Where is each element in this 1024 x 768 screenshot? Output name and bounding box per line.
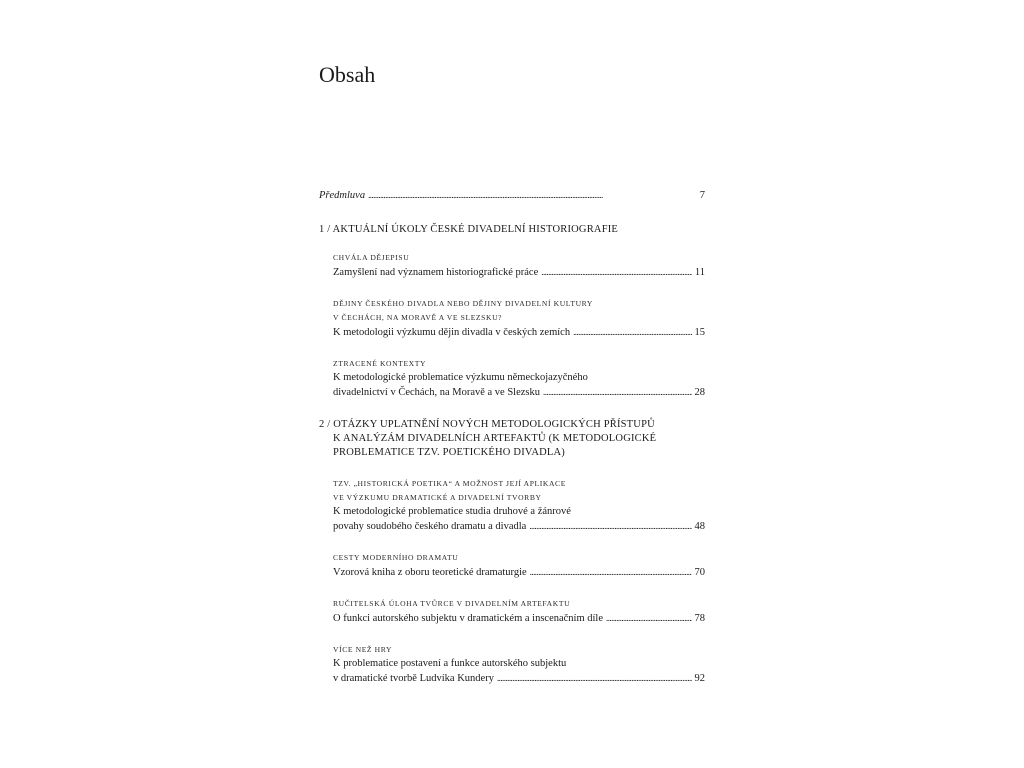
section-heading-line: 2 / OTÁZKY UPLATNĚNÍ NOVÝCH METODOLOGICKÝCH PŘÍSTUPŮ (319, 419, 655, 430)
toc-entry-row (333, 325, 705, 340)
toc-preface-entry[interactable] (319, 188, 705, 203)
toc-entry-row (333, 265, 705, 280)
toc-entry-kicker: DĚJINY ČESKÉHO DIVADLA NEBO DĚJINY DIVADELNÍ KULTURY (333, 299, 593, 308)
dot-leader (530, 565, 692, 580)
toc-entry-kicker: CHVÁLA DĚJEPISU (333, 253, 410, 262)
toc-entry-kicker: ZTRACENÉ KONTEXTY (333, 359, 427, 368)
toc-entry-title: divadelnictví v Čechách, na Moravě a ve Slezsku (333, 387, 541, 398)
toc-entry-kicker: VE VÝZKUMU DRAMATICKÉ A DIVADELNÍ TVORBY (333, 493, 542, 502)
toc-entry-kicker: V ČECHÁCH, NA MORAVĚ A VE SLEZSKU? (333, 313, 503, 322)
toc-page-number: 70 (694, 567, 705, 578)
toc-section (319, 223, 705, 400)
page-title: Obsah (319, 62, 376, 87)
toc-entry-title: povahy soudobého českého dramatu a divadla (333, 521, 527, 532)
toc-entry-row (333, 565, 705, 580)
dot-leader (573, 325, 691, 340)
toc-page-number: 78 (694, 613, 705, 624)
toc-entry-title-line: K metodologické problematice výzkumu německojazyčného (333, 372, 588, 383)
toc-entry-title: Zamyšlení nad významem historiografické práce (333, 267, 539, 278)
toc-page-number: 11 (694, 267, 705, 278)
dot-leader (529, 519, 691, 534)
toc-entry[interactable] (319, 357, 705, 400)
toc-section-heading[interactable] (319, 223, 705, 237)
toc-entry-row (333, 385, 705, 400)
dot-leader (497, 671, 692, 686)
toc-entry-kicker: VÍCE NEŽ HRY (333, 645, 393, 654)
toc-entry-kicker: TZV. „HISTORICKÁ POETIKA“ A MOŽNOST JEJÍ APLIKACE (333, 479, 566, 488)
toc-page-number: 28 (694, 387, 705, 398)
toc-entry[interactable] (319, 643, 705, 686)
toc-entry[interactable] (319, 551, 705, 580)
toc-entry-kicker: CESTY MODERNÍHO DRAMATU (333, 553, 459, 562)
toc-entry-title: Vzorová kniha z oboru teoretické dramaturgie (333, 567, 527, 578)
toc-section-heading[interactable] (319, 418, 705, 460)
toc-page-number: 15 (694, 327, 705, 338)
toc-entry-kicker: RUČITELSKÁ ÚLOHA TVŮRCE V DIVADELNÍM ARTEFAKTU (333, 599, 571, 608)
section-heading-line: K ANALÝZÁM DIVADELNÍCH ARTEFAKTŮ (K METODOLOGICKÉ (333, 433, 657, 444)
toc-section (319, 418, 705, 686)
toc-entry[interactable] (319, 597, 705, 626)
toc-entry-title-line: K problematice postavení a funkce autorského subjektu (333, 658, 567, 669)
toc-page-number: 92 (694, 673, 705, 684)
section-heading-line: PROBLEMATICE TZV. POETICKÉHO DIVADLA) (333, 447, 565, 458)
toc-entry-title: Předmluva (319, 190, 366, 201)
section-heading-line: 1 / AKTUÁLNÍ ÚKOLY ČESKÉ DIVADELNÍ HISTORIOGRAFIE (319, 224, 619, 235)
toc-page-number: 48 (694, 521, 705, 532)
toc-entry-title: K metodologii výzkumu dějin divadla v českých zemích (333, 327, 571, 338)
dot-leader (368, 188, 697, 203)
table-of-contents (319, 188, 705, 686)
toc-entry-row (333, 519, 705, 534)
dot-leader (541, 265, 692, 280)
toc-entry[interactable] (319, 251, 705, 280)
toc-entry[interactable] (319, 297, 705, 340)
toc-entry-title: v dramatické tvorbě Ludvíka Kundery (333, 673, 494, 684)
dot-leader (543, 385, 691, 400)
dot-leader (606, 611, 691, 626)
toc-entry-title: O funkci autorského subjektu v dramatickém a inscenačním díle (333, 613, 604, 624)
toc-page-number: 7 (699, 190, 705, 201)
toc-entry[interactable] (319, 477, 705, 534)
toc-entry-row (333, 611, 705, 626)
toc-entry-title-line: K metodologické problematice studia druhové a žánrové (333, 506, 571, 517)
toc-entry-row (333, 671, 705, 686)
